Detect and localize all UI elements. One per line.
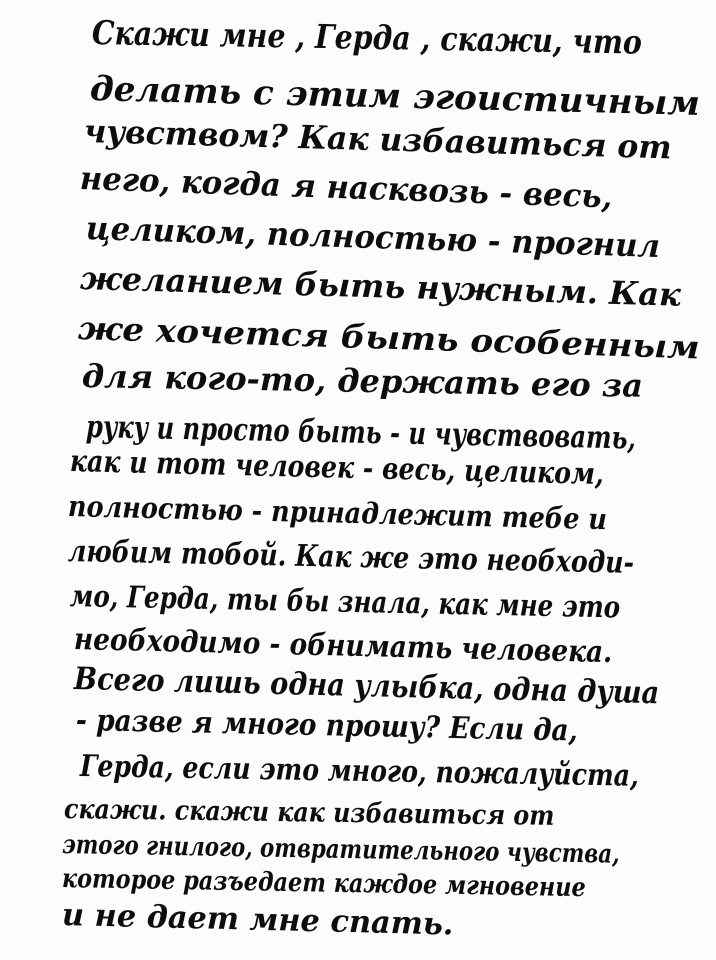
letter-line: и не дает мне спать.	[61, 897, 454, 943]
letter-line: Скажи мне , Герда , скажи, что	[91, 13, 643, 62]
letter-line: него, когда я насквозь - весь,	[79, 159, 613, 216]
letter-line: полностью - принадлежит тебе и	[67, 489, 608, 537]
letter-line: чувством? Как избавиться от	[83, 112, 673, 167]
letter-line: которое разъедает каждое мгновение	[61, 864, 586, 904]
letter-line: - разве я много прошу? Если да,	[75, 703, 579, 749]
letter-line: как и тот человек - весь, целиком,	[69, 444, 605, 493]
letter-line: делать с этим эгоистичным	[89, 69, 701, 124]
letter-line: целиком, полностью - прогнил	[85, 209, 661, 266]
letter-line: этого гнилого, отвратительного чувства,	[61, 830, 620, 870]
letter-line: руку и просто быть - и чувствовать,	[85, 409, 637, 457]
letter-line: Герда, если это много, пожалуйста,	[79, 749, 640, 794]
letter-line: желанием быть нужным. Как	[79, 259, 682, 314]
letter-line: мо, Герда, ты бы знала, как мне это	[69, 579, 621, 626]
letter-line: скажи. скажи как избавиться от	[63, 794, 555, 832]
letter-line: любим тобой. Как же это необходи-	[67, 534, 635, 581]
letter-line: необходимо - обнимать человека.	[73, 622, 613, 671]
letter-line: же хочется быть особенным	[77, 309, 701, 367]
letter-line: для кого-то, держать его за	[81, 357, 644, 405]
letter-line: Всего лишь одна улыбка, одна душа	[73, 661, 660, 712]
